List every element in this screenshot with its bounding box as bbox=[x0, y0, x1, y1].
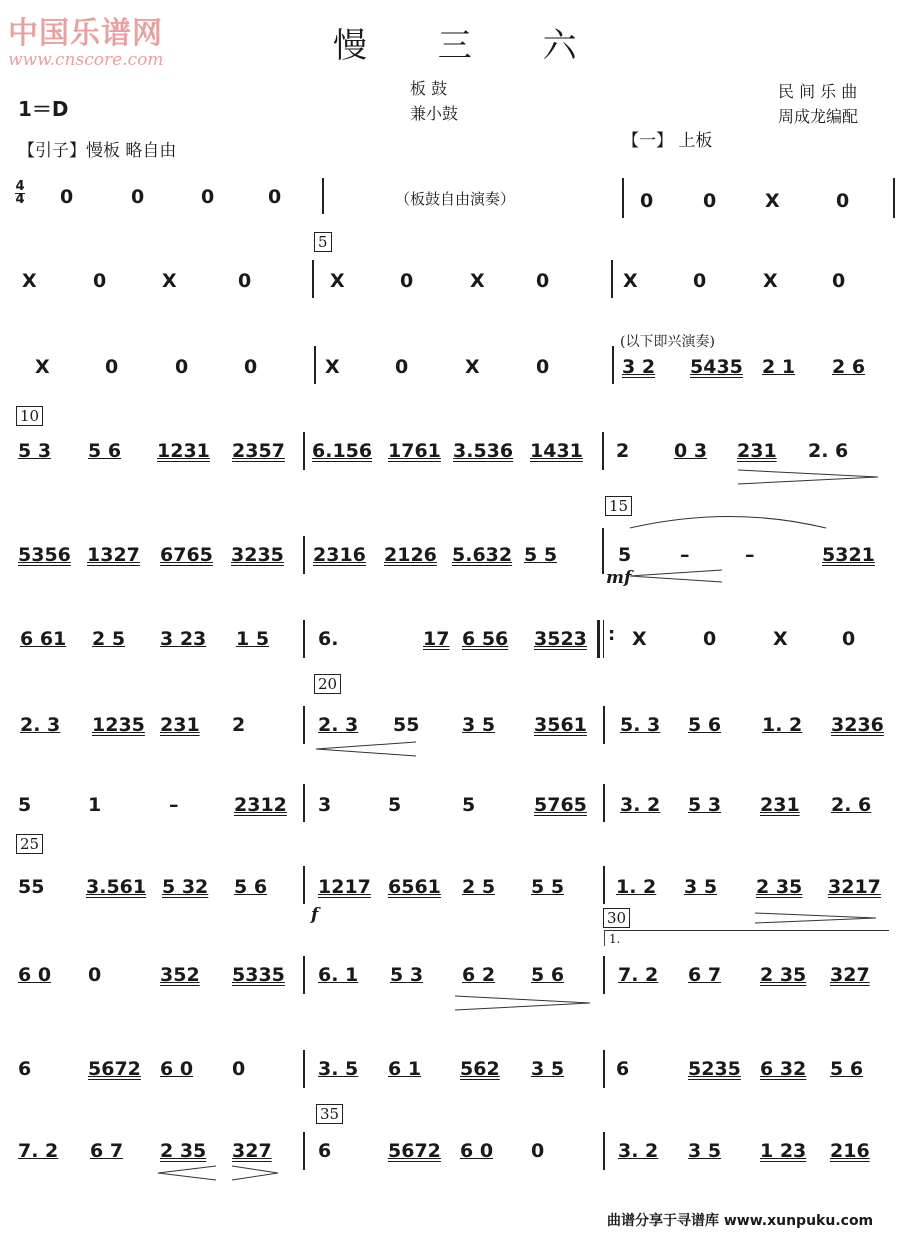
instrument-label: 板 鼓 bbox=[410, 79, 448, 98]
note: 0 bbox=[131, 186, 145, 208]
note: X bbox=[325, 356, 340, 378]
note: – bbox=[745, 544, 755, 566]
note: 5 6 bbox=[88, 440, 122, 462]
note: X bbox=[162, 270, 177, 292]
note: 5335 bbox=[232, 964, 285, 986]
note: 1235 bbox=[92, 714, 145, 736]
note: 562 bbox=[460, 1058, 500, 1080]
time-signature-bottom: 4 bbox=[15, 192, 25, 207]
note: 3. 2 bbox=[620, 794, 661, 816]
note: 0 bbox=[842, 628, 856, 650]
note: 6 bbox=[616, 1058, 630, 1080]
note: 3. 2 bbox=[618, 1140, 659, 1162]
note: 2. 3 bbox=[20, 714, 61, 736]
note: 55 bbox=[393, 714, 420, 736]
note: 5672 bbox=[88, 1058, 141, 1080]
barline bbox=[312, 260, 314, 298]
hairpin-decrescendo-4 bbox=[232, 1166, 278, 1180]
note: 5 bbox=[618, 544, 632, 566]
note: 0 bbox=[536, 270, 550, 292]
note: 5 3 bbox=[390, 964, 424, 986]
slur-15 bbox=[630, 517, 826, 529]
note: 6 0 bbox=[160, 1058, 194, 1080]
watermark-logo: 中国乐谱网 bbox=[8, 16, 163, 51]
note: X bbox=[35, 356, 50, 378]
note: 7. 2 bbox=[18, 1140, 59, 1162]
note: 0 bbox=[832, 270, 846, 292]
barline bbox=[602, 528, 604, 574]
improv-note: (以下即兴演奏) bbox=[620, 334, 715, 350]
volta-label: 1. bbox=[609, 932, 621, 946]
note: 6 bbox=[18, 1058, 32, 1080]
measure-marker-35: 35 bbox=[316, 1104, 343, 1124]
note: 5 3 bbox=[688, 794, 722, 816]
note: 1. 2 bbox=[762, 714, 803, 736]
intro-section-label: 【引子】慢板 略自由 bbox=[18, 141, 177, 161]
barline bbox=[303, 1132, 305, 1170]
note: 6. bbox=[318, 628, 339, 650]
note: 0 bbox=[244, 356, 258, 378]
note: 5 5 bbox=[524, 544, 558, 566]
barline bbox=[303, 536, 305, 574]
note: 5 3 bbox=[18, 440, 52, 462]
note: 2 5 bbox=[462, 876, 496, 898]
score-title: 慢 三 六 bbox=[333, 26, 607, 66]
arranger-label: 周成龙编配 bbox=[778, 107, 859, 126]
barline bbox=[603, 784, 605, 822]
hairpin-crescendo-3 bbox=[158, 1166, 216, 1180]
hairpin-decrescendo-3 bbox=[455, 996, 590, 1010]
note: 0 bbox=[703, 628, 717, 650]
part1-section-label: 【一】 上板 bbox=[622, 131, 713, 151]
note: 5 6 bbox=[688, 714, 722, 736]
note: X bbox=[470, 270, 485, 292]
note: 3217 bbox=[828, 876, 881, 898]
note: 6 32 bbox=[760, 1058, 807, 1080]
note: 0 bbox=[400, 270, 414, 292]
origin-label: 民 间 乐 曲 bbox=[778, 82, 858, 101]
note: 6 56 bbox=[462, 628, 509, 650]
note: X bbox=[632, 628, 647, 650]
note: 7. 2 bbox=[618, 964, 659, 986]
note: 6 2 bbox=[462, 964, 496, 986]
note: 5.632 bbox=[452, 544, 513, 566]
barline bbox=[603, 1050, 605, 1088]
note: 2 6 bbox=[832, 356, 866, 378]
repeat-dots: : bbox=[608, 624, 616, 645]
note: X bbox=[465, 356, 480, 378]
note: 5672 bbox=[388, 1140, 441, 1162]
barline bbox=[322, 178, 324, 214]
note: 327 bbox=[232, 1140, 272, 1162]
note: 5 5 bbox=[531, 876, 565, 898]
barline bbox=[893, 178, 895, 218]
note: 3 bbox=[318, 794, 332, 816]
barline bbox=[603, 706, 605, 744]
note: 6 0 bbox=[18, 964, 52, 986]
note: 2 1 bbox=[762, 356, 796, 378]
note: 3561 bbox=[534, 714, 587, 736]
note: 0 bbox=[93, 270, 107, 292]
note: 5321 bbox=[822, 544, 875, 566]
note: 6765 bbox=[160, 544, 213, 566]
note: 231 bbox=[737, 440, 777, 462]
note: 5 bbox=[18, 794, 32, 816]
watermark-url: www.cnscore.com bbox=[8, 50, 164, 70]
note: 5435 bbox=[690, 356, 743, 378]
barline bbox=[622, 178, 624, 218]
note: 5 6 bbox=[830, 1058, 864, 1080]
note: X bbox=[773, 628, 788, 650]
note: 231 bbox=[160, 714, 200, 736]
note: X bbox=[763, 270, 778, 292]
note: 1 bbox=[88, 794, 102, 816]
note: 6 7 bbox=[688, 964, 722, 986]
note: 5235 bbox=[688, 1058, 741, 1080]
note: 0 bbox=[395, 356, 409, 378]
note: 6 61 bbox=[20, 628, 67, 650]
note: 1327 bbox=[87, 544, 140, 566]
note: 0 bbox=[238, 270, 252, 292]
note: 2316 bbox=[313, 544, 366, 566]
barline bbox=[303, 956, 305, 994]
note: 2 5 bbox=[92, 628, 126, 650]
note: 0 bbox=[201, 186, 215, 208]
note: 0 3 bbox=[674, 440, 708, 462]
note: 1217 bbox=[318, 876, 371, 898]
note: 0 bbox=[60, 186, 74, 208]
note: 6.156 bbox=[312, 440, 373, 462]
note: 1. 2 bbox=[616, 876, 657, 898]
note: 2. 6 bbox=[831, 794, 872, 816]
note: 2 35 bbox=[760, 964, 807, 986]
barline bbox=[603, 866, 605, 904]
note: 5 6 bbox=[531, 964, 565, 986]
barline bbox=[602, 432, 604, 470]
note: 3 5 bbox=[462, 714, 496, 736]
hairpin-crescendo-2 bbox=[316, 742, 416, 756]
barline bbox=[314, 346, 316, 384]
note: 0 bbox=[268, 186, 282, 208]
barline bbox=[303, 784, 305, 822]
barline bbox=[611, 260, 613, 298]
note: 1231 bbox=[157, 440, 210, 462]
note: 0 bbox=[531, 1140, 545, 1162]
note: 2126 bbox=[384, 544, 437, 566]
dynamic-f: f bbox=[311, 905, 319, 925]
note: 2. 3 bbox=[318, 714, 359, 736]
note: X bbox=[623, 270, 638, 292]
note: 3 5 bbox=[531, 1058, 565, 1080]
repeat-barline-thin bbox=[603, 620, 604, 658]
barline bbox=[303, 620, 305, 658]
note: 2. 6 bbox=[808, 440, 849, 462]
note: 6 bbox=[318, 1140, 332, 1162]
note: – bbox=[680, 544, 690, 566]
note: X bbox=[330, 270, 345, 292]
note: 216 bbox=[830, 1140, 870, 1162]
note: 2357 bbox=[232, 440, 285, 462]
note: 5 6 bbox=[234, 876, 268, 898]
note: 2 bbox=[616, 440, 630, 462]
time-signature-top: 4 bbox=[15, 179, 25, 194]
barline bbox=[612, 346, 614, 384]
hairpin-decrescendo-2 bbox=[755, 913, 876, 923]
barline bbox=[303, 432, 305, 470]
barline bbox=[603, 1132, 605, 1170]
instrument-secondary-label: 兼小鼓 bbox=[410, 104, 459, 123]
note: 0 bbox=[88, 964, 102, 986]
note: 2 bbox=[232, 714, 246, 736]
note: 1 5 bbox=[236, 628, 270, 650]
note: 0 bbox=[836, 190, 850, 212]
note: 3 23 bbox=[160, 628, 207, 650]
note: 5765 bbox=[534, 794, 587, 816]
note: 6 7 bbox=[90, 1140, 124, 1162]
barline bbox=[303, 866, 305, 904]
note: 3236 bbox=[831, 714, 884, 736]
note: 0 bbox=[105, 356, 119, 378]
note: 2 35 bbox=[756, 876, 803, 898]
note: 6561 bbox=[388, 876, 441, 898]
note: 17 bbox=[423, 628, 450, 650]
note: X bbox=[765, 190, 780, 212]
note: 231 bbox=[760, 794, 800, 816]
note: 6. 1 bbox=[318, 964, 359, 986]
note: 1761 bbox=[388, 440, 441, 462]
note: 3 5 bbox=[684, 876, 718, 898]
note: 352 bbox=[160, 964, 200, 986]
note: 0 bbox=[175, 356, 189, 378]
barline bbox=[303, 1050, 305, 1088]
measure-marker-15: 15 bbox=[605, 496, 632, 516]
note: 3.561 bbox=[86, 876, 147, 898]
hairpin-decrescendo-1 bbox=[738, 470, 878, 484]
note: 5 bbox=[462, 794, 476, 816]
measure-marker-5: 5 bbox=[314, 232, 332, 252]
note: 0 bbox=[693, 270, 707, 292]
note: 1431 bbox=[530, 440, 583, 462]
note: 3.536 bbox=[453, 440, 514, 462]
footer-credit: 曲谱分享于寻谱库 www.xunpuku.com bbox=[607, 1213, 874, 1229]
note: 0 bbox=[232, 1058, 246, 1080]
note: 0 bbox=[640, 190, 654, 212]
measure-marker-20: 20 bbox=[314, 674, 341, 694]
note: 3235 bbox=[231, 544, 284, 566]
measure-marker-10: 10 bbox=[16, 406, 43, 426]
free-play-note: （板鼓自由演奏） bbox=[395, 190, 516, 208]
note: 3 5 bbox=[688, 1140, 722, 1162]
note: 6 0 bbox=[460, 1140, 494, 1162]
note: 327 bbox=[830, 964, 870, 986]
note: 5 bbox=[388, 794, 402, 816]
note: 1 23 bbox=[760, 1140, 807, 1162]
note: 3 2 bbox=[622, 356, 656, 378]
note: – bbox=[169, 794, 179, 816]
note: 5 32 bbox=[162, 876, 209, 898]
note: 2 35 bbox=[160, 1140, 207, 1162]
hairpin-crescendo-1 bbox=[630, 570, 722, 582]
note: 0 bbox=[536, 356, 550, 378]
measure-marker-25: 25 bbox=[16, 834, 43, 854]
barline bbox=[303, 706, 305, 744]
note: 55 bbox=[18, 876, 45, 898]
repeat-barline-thick bbox=[597, 620, 600, 658]
note: 3523 bbox=[534, 628, 587, 650]
note: 5356 bbox=[18, 544, 71, 566]
note: 2312 bbox=[234, 794, 287, 816]
key-signature: 1＝D bbox=[18, 97, 69, 121]
measure-marker-30: 30 bbox=[603, 908, 630, 928]
note: 0 bbox=[703, 190, 717, 212]
barline bbox=[603, 956, 605, 994]
note: X bbox=[22, 270, 37, 292]
dynamic-mf: mf bbox=[606, 568, 632, 588]
note: 3. 5 bbox=[318, 1058, 359, 1080]
note: 5. 3 bbox=[620, 714, 661, 736]
note: 6 1 bbox=[388, 1058, 422, 1080]
